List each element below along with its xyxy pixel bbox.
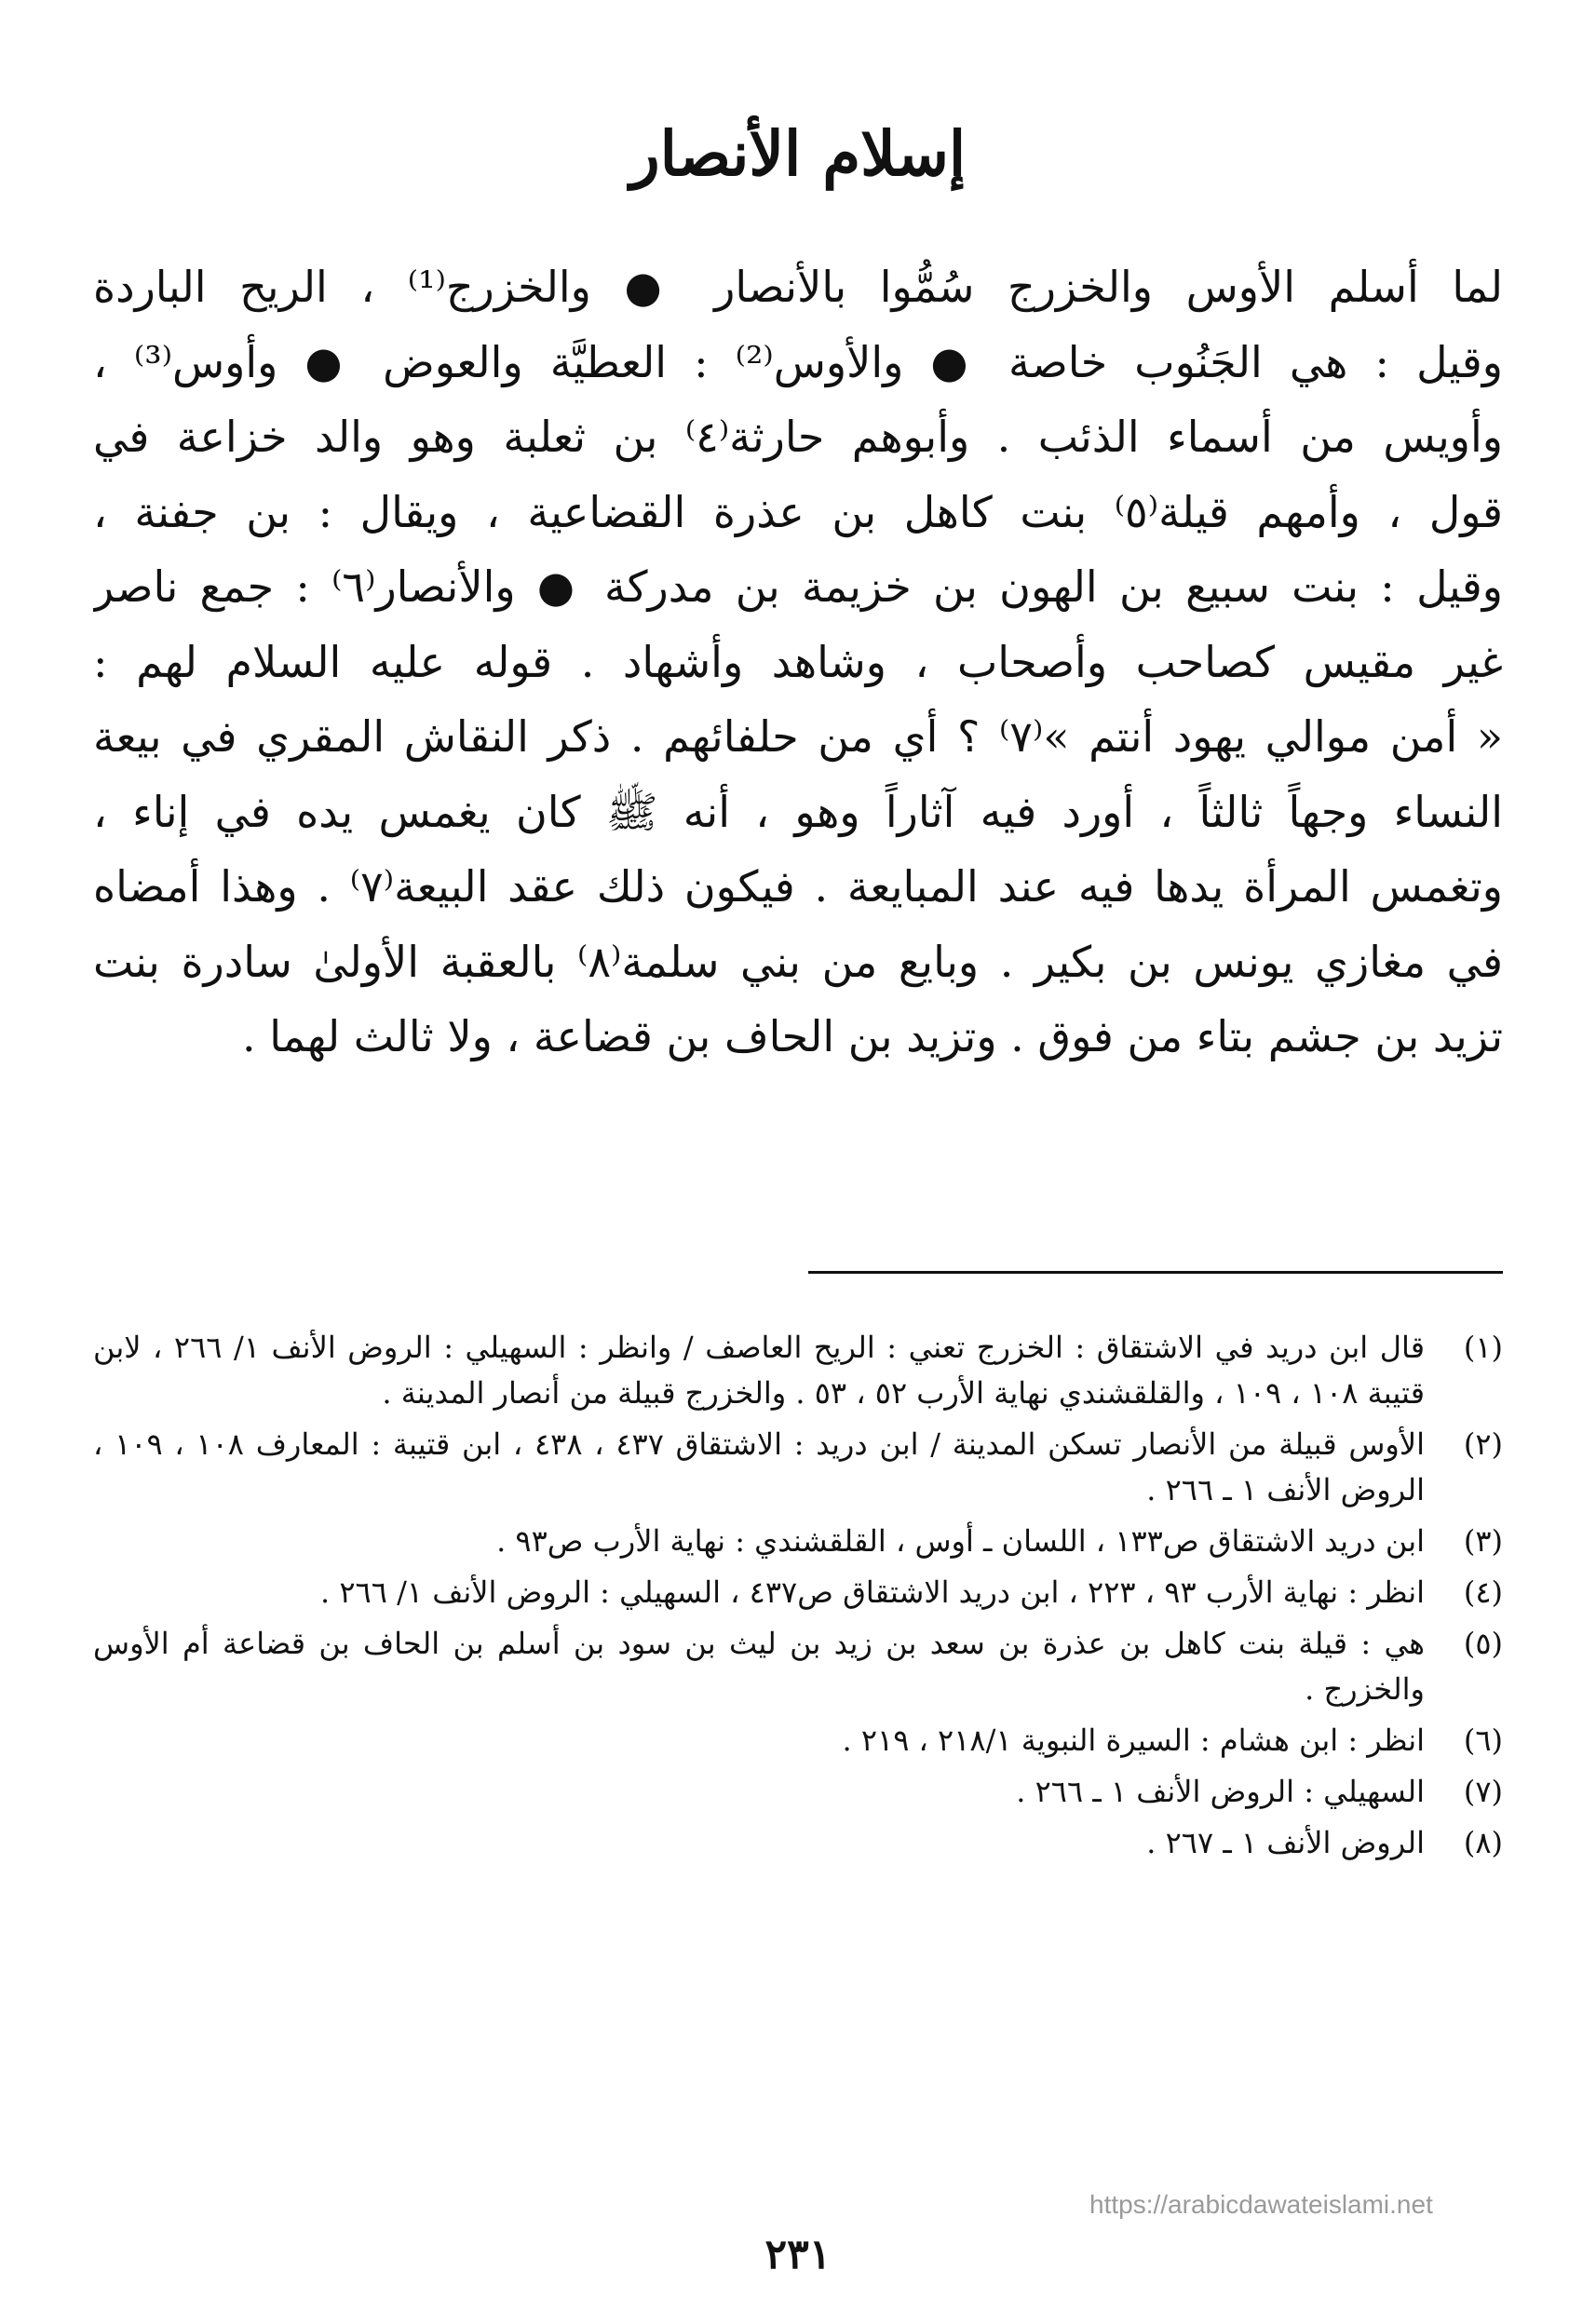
- footnote-number: (١): [1463, 1330, 1503, 1365]
- footnote-number: (٧): [1463, 1774, 1503, 1809]
- footnote-divider: [808, 1271, 1503, 1274]
- footnote: [93, 1325, 1503, 1416]
- chapter-title: إسلام الأنصار: [629, 117, 967, 190]
- footnote-text: قال ابن دريد في الاشتقاق : الخزرج تعني : الريح العاصف / وانظر : السهيلي : الروض الأنف ١/ ٢٦٦ ، لابن قتيبة ١٠٨ ، ١٠٩ ، والقلقشندي نهاية الأرب ٥٢ ، ٥٣ . والخزرج قبيلة من أنصار المدينة .: [93, 1330, 1426, 1411]
- footnote-text: هي : قيلة بنت كاهل بن عذرة بن سعد بن زيد بن ليث بن سود بن أسلم بن الحاف بن قضاعة أم الأوس والخزرج .: [93, 1626, 1425, 1707]
- paragraph-line: وقيل : هي الجَنُوب خاصة ● والأوس⁽²⁾ : العطيَّة والعوض ● وأوس⁽³⁾ ،: [93, 336, 1503, 387]
- footnote: [93, 1570, 1503, 1615]
- paragraph-line: في مغازي يونس بن بكير . وبايع من بني سلمة⁽٨⁾ بالعقبة الأولىٰ سادرة بنت: [93, 936, 1503, 987]
- footnote-number: (٤): [1463, 1574, 1503, 1610]
- footnote-text: انظر : ابن هشام : السيرة النبوية ٢١٨/١ ، ٢١٩ .: [842, 1723, 1425, 1758]
- footnote: [93, 1422, 1503, 1513]
- footnote-text: الأوس قبيلة من الأنصار تسكن المدينة / ابن دريد : الاشتقاق ٤٣٧ ، ٤٣٨ ، ابن قتيبة : المعارف ١٠٨ ، ١٠٩ ، الروض الأنف ١ ـ ٢٦٦ .: [93, 1426, 1426, 1507]
- footnote-text: ابن دريد الاشتقاق ص١٣٣ ، اللسان ـ أوس ، القلقشندي : نهاية الأرب ص٩٣ .: [496, 1523, 1425, 1559]
- footnote-number: (٢): [1463, 1426, 1503, 1462]
- footnote-number: (٥): [1463, 1626, 1503, 1661]
- footnote: [93, 1621, 1503, 1712]
- paragraph-line: وتغمس المرأة يدها فيه عند المبايعة . فيكون ذلك عقد البيعة⁽٧⁾ . وهذا أمضاه: [93, 861, 1503, 912]
- page-number: ٢٣١: [764, 2231, 832, 2278]
- footnotes-section: [93, 1325, 1503, 1871]
- footnote-number: (٨): [1463, 1825, 1503, 1860]
- footnote-text: الروض الأنف ١ ـ ٢٦٧ .: [1146, 1825, 1425, 1860]
- paragraph-line: تزيد بن جشم بتاء من فوق . وتزيد بن الحاف بن قضاعة ، ولا ثالث لهما .: [242, 1011, 1503, 1061]
- footnote: [93, 1519, 1503, 1564]
- paragraph-line: وقيل : بنت سبيع بن الهون بن خزيمة بن مدركة ● والأنصار⁽٦⁾ : جمع ناصر: [93, 561, 1503, 612]
- paragraph-line: قول ، وأمهم قيلة⁽٥⁾ بنت كاهل بن عذرة القضاعية ، ويقال : بن جفنة ،: [93, 486, 1503, 537]
- paragraph-line: غير مقيس كصاحب وأصحاب ، وشاهد وأشهاد . قوله عليه السلام لهم :: [93, 636, 1503, 687]
- footnote-number: (٦): [1463, 1723, 1503, 1758]
- main-paragraph: [93, 250, 1503, 1074]
- paragraph-line: وأويس من أسماء الذئب . وأبوهم حارثة⁽٤⁾ بن ثعلبة وهو والد خزاعة في: [93, 412, 1503, 462]
- paragraph-line: النساء وجهاً ثالثاً ، أورد فيه آثاراً وهو ، أنه ﷺ كان يغمس يده في إناء ،: [93, 786, 1503, 837]
- footnote: [93, 1769, 1503, 1815]
- footnote-text: السهيلي : الروض الأنف ١ ـ ٢٦٦ .: [1016, 1774, 1425, 1809]
- footnote: [93, 1820, 1503, 1866]
- paragraph-line: لما أسلم الأوس والخزرج سُمُّوا بالأنصار ● والخزرج⁽¹⁾ ، الريح الباردة: [93, 262, 1503, 312]
- paragraph-line: « أمن موالي يهود أنتم »⁽٧⁾ ؟ أي من حلفائهم . ذكر النقاش المقري في بيعة: [93, 711, 1503, 762]
- footnote-number: (٣): [1463, 1523, 1503, 1559]
- footnote: [93, 1718, 1503, 1763]
- watermark-url: https://arabicdawateislami.net: [1089, 2190, 1433, 2219]
- footnote-text: انظر : نهاية الأرب ٩٣ ، ٢٢٣ ، ابن دريد الاشتقاق ص٤٣٧ ، السهيلي : الروض الأنف ١/ ٢٦٦ .: [320, 1574, 1425, 1610]
